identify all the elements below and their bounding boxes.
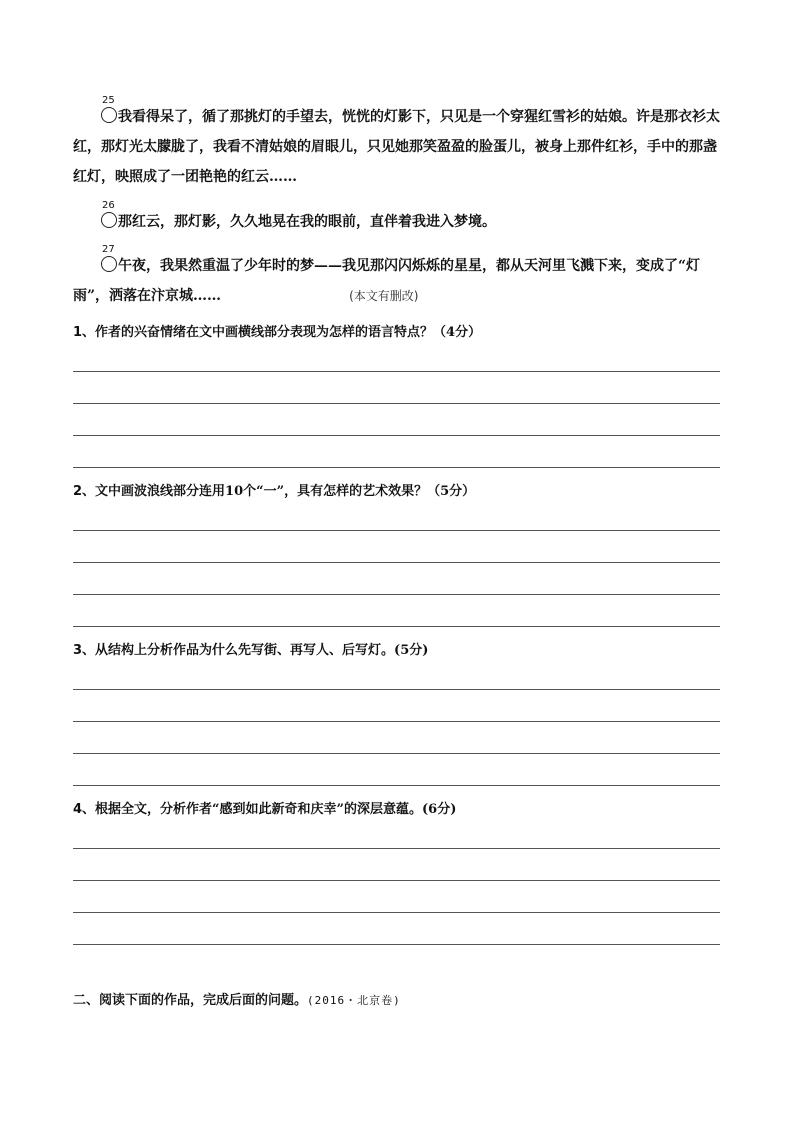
answer-line[interactable]: [73, 562, 720, 563]
paragraph-text: 午夜，我果然重温了少年时的梦——我见那闪闪烁烁的星星，都从天河里飞溅下来，变成了“灯雨”，洒落在汴京城……: [73, 258, 701, 304]
paragraph-text: 我看得呆了，循了那挑灯的手望去，恍恍的灯影下，只见是一个穿猩红雪衫的姑娘。许是那衣衫太红，那灯光太朦胧了，我看不清姑娘的眉眼儿，只见她那笑盈盈的脸蛋儿，被身上那件红衫，手中的那盏红灯，映照成了一团艳艳的红云……: [73, 109, 720, 185]
question-3: 3、从结构上分析作品为什么先写街、再写人、后写灯。(5分): [73, 643, 429, 658]
answer-line[interactable]: [73, 785, 720, 786]
answer-line[interactable]: [73, 721, 720, 722]
answer-line[interactable]: [73, 435, 720, 436]
section-2-source: (2016・北京卷): [307, 994, 401, 1007]
paragraph-25: [73, 95, 721, 192]
abridged-note: (本文有删改): [349, 289, 419, 303]
answer-line[interactable]: [73, 912, 720, 913]
question-4: 4、根据全文，分析作者“感到如此新奇和庆幸”的深层意蕴。(6分): [73, 802, 457, 817]
answer-line[interactable]: [73, 689, 720, 690]
paragraph-text: 那红云，那灯影，久久地晃在我的眼前，直伴着我进入梦境。: [118, 214, 496, 230]
answer-line[interactable]: [73, 626, 720, 627]
paragraph-marker: 26: [101, 212, 117, 228]
paragraph-27: [73, 244, 721, 311]
answer-line[interactable]: [73, 530, 720, 531]
answer-line[interactable]: [73, 944, 720, 945]
answer-line[interactable]: [73, 753, 720, 754]
answer-line[interactable]: [73, 467, 720, 468]
answer-line[interactable]: [73, 594, 720, 595]
question-2: 2、文中画波浪线部分连用10个“一”，具有怎样的艺术效果？（5分）: [73, 484, 476, 499]
section-2-heading: [73, 991, 723, 1011]
answer-line[interactable]: [73, 880, 720, 881]
answer-line[interactable]: [73, 403, 720, 404]
question-1: 1、作者的兴奋情绪在文中画横线部分表现为怎样的语言特点？（4分）: [73, 325, 482, 340]
answer-line[interactable]: [73, 371, 720, 372]
section-2-title: 二、阅读下面的作品，完成后面的问题。: [73, 993, 308, 1008]
paragraph-marker: 27: [101, 256, 117, 272]
paragraph-26: [73, 200, 721, 237]
answer-line[interactable]: [73, 848, 720, 849]
paragraph-marker: 25: [101, 107, 117, 123]
